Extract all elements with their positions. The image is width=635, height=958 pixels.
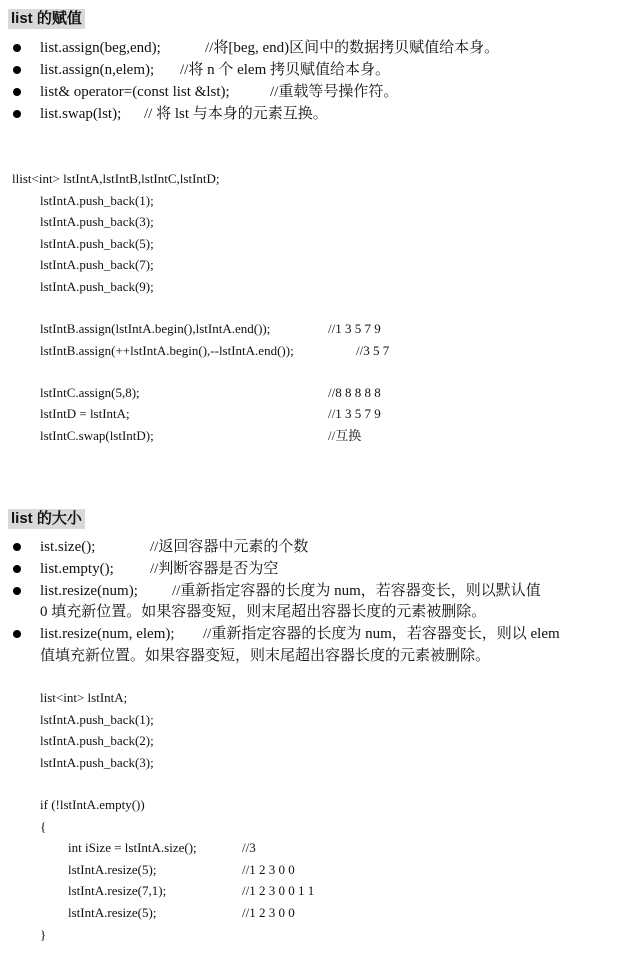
code-line: lstIntA.push_back(1); xyxy=(40,193,154,208)
size-bullet-code: ist.size(); xyxy=(40,539,96,555)
size-bullet-continuation: 值填充新位置。如果容器变短，则末尾超出容器长度的元素被删除。 xyxy=(40,648,491,664)
assign-bullet-comment: //将[beg, end)区间中的数据拷贝赋值给本身。 xyxy=(205,40,500,56)
code-comment: //8 8 8 8 8 xyxy=(328,385,381,400)
size-bullet-comment: //返回容器中元素的个数 xyxy=(150,539,309,555)
bullet-dot-icon xyxy=(13,66,21,74)
bullet-dot-icon xyxy=(13,110,21,118)
bullet-dot-icon xyxy=(13,565,21,573)
code-line: lstIntA.push_back(5); xyxy=(40,236,154,251)
code-comment: //1 2 3 0 0 1 1 xyxy=(242,883,315,898)
code-comment: //1 3 5 7 9 xyxy=(328,406,381,421)
bullet-dot-icon xyxy=(13,88,21,96)
code-line: lstIntA.resize(5); xyxy=(68,862,157,877)
code-line: lstIntA.push_back(2); xyxy=(40,733,154,748)
size-bullet-code: list.resize(num, elem); xyxy=(40,626,175,642)
code-line: lstIntC.assign(5,8); xyxy=(40,385,140,400)
bullet-dot-icon xyxy=(13,543,21,551)
size-bullet-comment: //判断容器是否为空 xyxy=(150,561,279,577)
code-comment: //1 2 3 0 0 xyxy=(242,862,295,877)
code-line: { xyxy=(40,819,47,834)
assign-bullet-code: list.assign(n,elem); xyxy=(40,62,155,78)
size-bullet-comment: //重新指定容器的长度为 num，若容器变长，则以 elem xyxy=(203,626,560,642)
assign-bullet-code: list& operator=(const list &lst); xyxy=(40,84,230,100)
size-bullet-code: list.resize(num); xyxy=(40,583,138,599)
code-line: lstIntA.push_back(3); xyxy=(40,214,154,229)
code-line: lstIntB.assign(lstIntA.begin(),lstIntA.end()); xyxy=(40,321,271,336)
bullet-dot-icon xyxy=(13,44,21,52)
code-line: lstIntA.push_back(7); xyxy=(40,257,154,272)
section-heading-assign: list 的赋值 xyxy=(8,9,85,29)
code-line: } xyxy=(40,927,47,942)
code-line: lstIntA.push_back(1); xyxy=(40,712,154,727)
code-line: lstIntB.assign(++lstIntA.begin(),--lstIntA.end()); xyxy=(40,343,294,358)
code-comment: //1 3 5 7 9 xyxy=(328,321,381,336)
code-line: lstIntA.push_back(9); xyxy=(40,279,154,294)
code-comment: //3 5 7 xyxy=(356,343,390,358)
code-comment: //互换 xyxy=(328,428,362,443)
code-comment: //1 2 3 0 0 xyxy=(242,905,295,920)
assign-bullet-comment: // 将 lst 与本身的元素互换。 xyxy=(144,106,328,122)
assign-bullet-code: list.assign(beg,end); xyxy=(40,40,161,56)
code-line: if (!lstIntA.empty()) xyxy=(40,797,145,812)
section-heading-size: list 的大小 xyxy=(8,509,85,529)
size-bullet-code: list.empty(); xyxy=(40,561,114,577)
code-line: lstIntD = lstIntA; xyxy=(40,406,130,421)
code-line: lstIntA.resize(7,1); xyxy=(68,883,167,898)
assign-bullet-code: list.swap(lst); xyxy=(40,106,122,122)
code-line: lstIntA.push_back(3); xyxy=(40,755,154,770)
assign-bullet-comment: //将 n 个 elem 拷贝赋值给本身。 xyxy=(180,62,390,78)
size-bullet-continuation: 0 填充新位置。如果容器变短，则末尾超出容器长度的元素被删除。 xyxy=(40,604,487,620)
code-line: lstIntA.resize(5); xyxy=(68,905,157,920)
bullet-dot-icon xyxy=(13,630,21,638)
size-bullet-comment: //重新指定容器的长度为 num，若容器变长，则以默认值 xyxy=(172,583,541,599)
code-line: llist<int> lstIntA,lstIntB,lstIntC,lstIntD; xyxy=(12,171,220,186)
bullet-dot-icon xyxy=(13,587,21,595)
code-line: lstIntC.swap(lstIntD); xyxy=(40,428,154,443)
assign-bullet-comment: //重载等号操作符。 xyxy=(270,84,399,100)
code-comment: //3 xyxy=(242,840,256,855)
code-line: int iSize = lstIntA.size(); xyxy=(68,840,197,855)
code-line: list<int> lstIntA; xyxy=(40,690,128,705)
